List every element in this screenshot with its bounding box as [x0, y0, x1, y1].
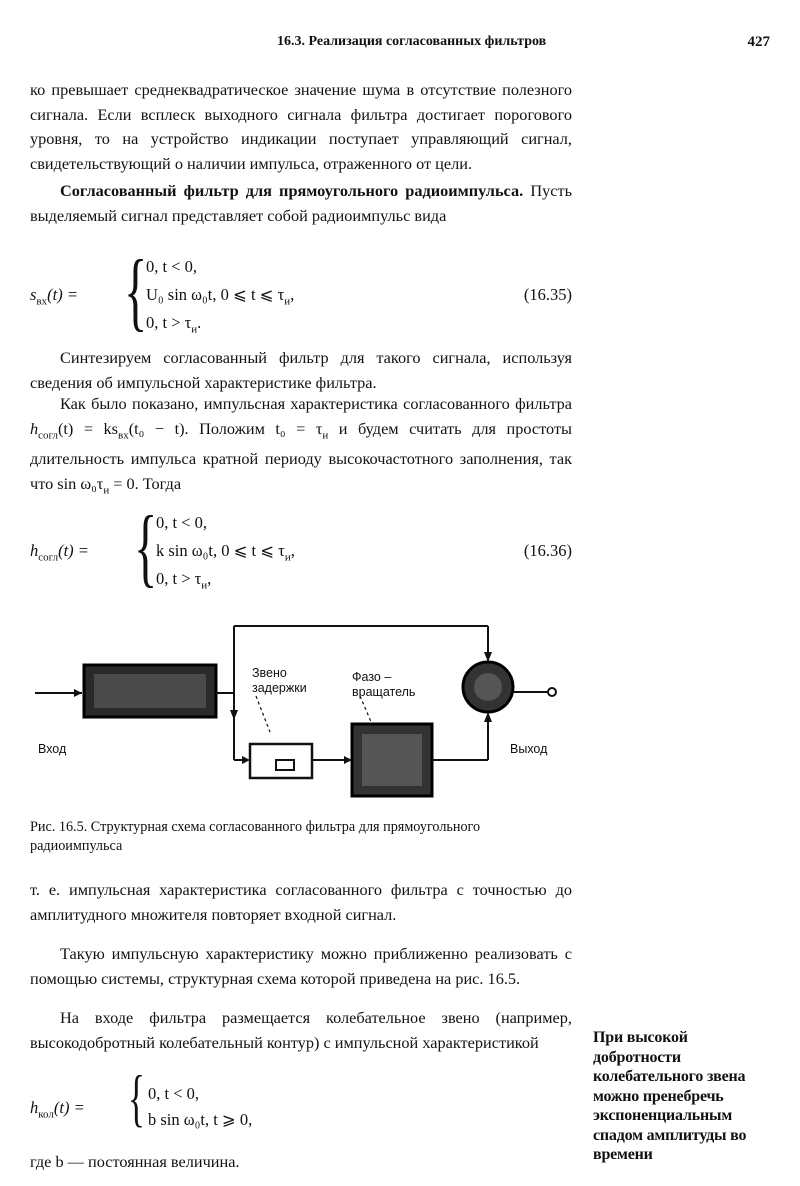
eq3-case-2: b sin ω₀t, t ⩾ 0, — [148, 1110, 253, 1129]
p4-part-3: (t₀ − t). Положим t₀ = τ — [128, 418, 323, 438]
eq2-case-2: k sin ω₀t, 0 ⩽ t ⩽ $\tau_и$, — [156, 541, 295, 564]
figure-16-5 — [30, 612, 590, 812]
eq2-case-1: 0, t < 0, — [156, 513, 208, 532]
paragraph-6 — [30, 942, 572, 991]
paragraph-7 — [30, 1006, 572, 1055]
p4-h-sub: согл — [38, 428, 58, 441]
paragraph-1-text: ко превышает среднеквадратическое значение шума в отсутствие полезного сигнала. Если всплеск выходного сигнала фильтра достигает порогового уровня, то на устройство индикации поступает управляющий сигнал, свидетельствующий о наличии импульса, отраженного от цели. — [30, 80, 572, 173]
paragraph-2-text: Пусть выделяемый сигнал представляет собой радиоимпульс вида — [30, 181, 572, 225]
page-header — [30, 34, 770, 56]
p4-part-2: (t) = ks — [57, 418, 119, 438]
block-diagram — [30, 612, 590, 812]
paragraph-8 — [30, 1150, 572, 1175]
adder-inner — [474, 673, 502, 701]
branch-arrow — [230, 710, 238, 720]
paragraph-6-text: Такую импульсную характеристику можно приближенно реализовать с помощью системы, структурная схема которой приведена на рис. 16.5. — [30, 944, 572, 988]
output-terminal — [548, 688, 556, 696]
running-head: 16.3. Реализация согласованных фильтров — [277, 34, 547, 49]
page-number: 427 — [747, 34, 770, 50]
paragraph-4 — [30, 392, 572, 503]
equation-16-36 — [30, 499, 572, 596]
eq2-case-3: 0, $t > \tau_и$, — [156, 569, 212, 592]
p4-tau-sub-2: и — [103, 484, 110, 496]
phase-leader-line — [360, 696, 372, 724]
eq2-number: (16.36) — [523, 541, 572, 560]
delay-leader-line — [256, 696, 270, 732]
eq1-brace: { — [124, 243, 148, 340]
eq2-brace: { — [134, 499, 158, 596]
delay-block-notch — [276, 760, 294, 770]
equation-16-35 — [30, 243, 572, 340]
paragraph-2 — [30, 179, 572, 228]
paragraph-5 — [30, 878, 572, 927]
eq3-brace: { — [128, 1062, 145, 1133]
resonator-block-inner — [94, 674, 206, 708]
eq1-case-2: U₀ sin ω₀t, 0 ⩽ t ⩽ $\tau_и$, — [146, 285, 295, 308]
equation-h-kol — [30, 1062, 572, 1136]
eq1-case-3: 0, $t > \tau_и$. — [146, 313, 202, 336]
p4-s-sub: вх — [118, 428, 129, 441]
label-output: Выход — [510, 742, 548, 756]
label-phase-1: Фазо – — [352, 670, 392, 684]
input-arrow — [74, 689, 82, 697]
p4-h: h — [30, 418, 39, 438]
paragraph-8-text: где b — постоянная величина. — [30, 1152, 240, 1171]
phase-shifter-inner — [362, 734, 422, 786]
paragraph-3-text: Синтезируем согласованный фильтр для такого сигнала, используя сведения об импульсной характеристике фильтра. — [30, 348, 572, 392]
eq1-lhs: $s_{вх}(t)$ = — [30, 285, 78, 308]
eq2-lhs: $h_{согл}(t)$ = — [30, 541, 89, 564]
label-delay-1: Звено — [252, 666, 287, 680]
eq1-number: (16.35) — [523, 285, 572, 304]
p4-part-5: = 0. Тогда — [109, 473, 182, 493]
label-delay-2: задержки — [252, 681, 307, 695]
paragraph-1 — [30, 78, 572, 176]
label-phase-2: вращатель — [352, 685, 416, 699]
margin-note: При высокой добротности колебательного звена можно пренебречь экспоненциальным спадом амплитуды во времени — [593, 1029, 747, 1163]
paragraph-7-text: На входе фильтра размещается колебательное звено (например, высокодобротный колебательный контур) с импульсной характеристикой — [30, 1008, 572, 1052]
section-heading: Согласованный фильтр для прямоугольного радиоимпульса. — [60, 181, 524, 200]
p4-part-1: Как было показано, импульсная характеристика согласованного фильтра — [60, 394, 572, 413]
paragraph-3 — [30, 346, 572, 395]
eq1-case-1: 0, t < 0, — [146, 257, 198, 276]
eq3-case-1: 0, t < 0, — [148, 1084, 200, 1103]
paragraph-5-text: т. е. импульсная характеристика согласованного фильтра с точностью до амплитудного множителя повторяет входной сигнал. — [30, 880, 572, 924]
p4-tau-sub: и — [322, 428, 329, 441]
p4-part-4: и будем считать для простоты длительность импульса кратной периоду высокочастотного заполнения, так что sin ω₀τ — [30, 418, 572, 493]
label-input: Вход — [38, 742, 67, 756]
eq3-lhs: $h_{кол}(t)$ = — [30, 1098, 85, 1121]
figure-caption: Рис. 16.5. Структурная схема согласованного фильтра для прямоугольного радиоимпульса — [30, 819, 481, 854]
